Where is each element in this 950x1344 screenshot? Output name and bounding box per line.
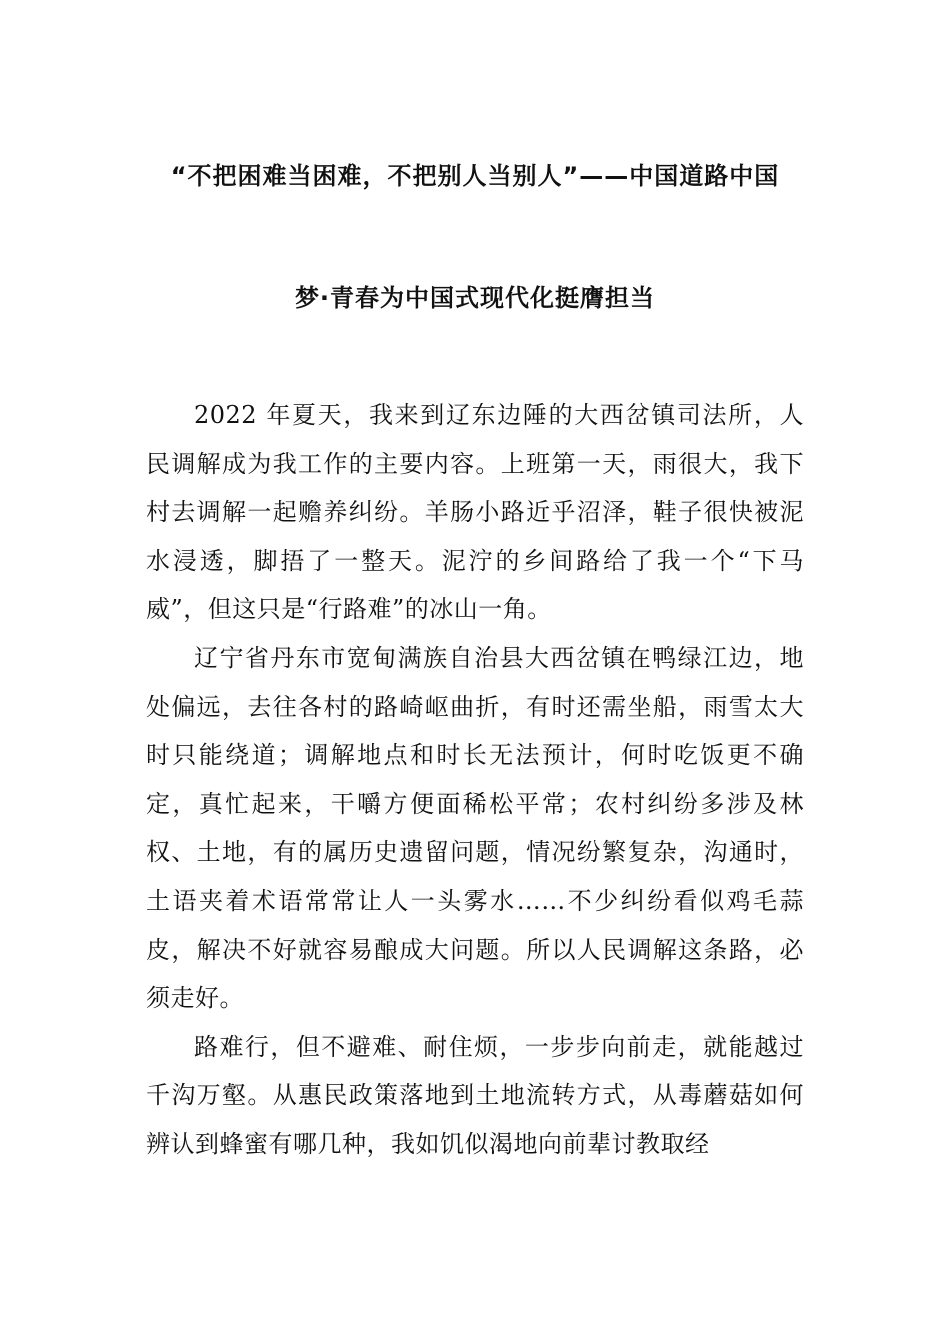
document-title-line-2: 梦·青春为中国式现代化挺膺担当 bbox=[294, 284, 656, 312]
paragraph-2: 辽宁省丹东市宽甸满族自治县大西岔镇在鸭绿江边，地处偏远，去往各村的路崎岖曲折，有时还需坐船，雨雪太大时只能绕道；调解地点和时长无法预计，何时吃饭更不确定，真忙起来，干嚼方便面稀松平常；农村纠纷多涉及林权、土地，有的属历史遗留问题，情况纷繁复杂，沟通时，土语夹着术语常常让人一头雾水……不少纠纷看似鸡毛蒜皮，解决不好就容易酿成大问题。所以人民调解这条路，必须走好。 bbox=[146, 643, 804, 1013]
paragraph-1: 2022 年夏天，我来到辽东边陲的大西岔镇司法所，人民调解成为我工作的主要内容。上班第一天，雨很大，我下村去调解一起赡养纠纷。羊肠小路近乎沼泽，鞋子很快被泥水浸透，脚捂了一整天。泥泞的乡间路给了我一个“下马威”，但这只是“行路难”的冰山一角。 bbox=[146, 401, 804, 624]
paragraph-3: 路难行，但不避难、耐住烦，一步步向前走，就能越过千沟万壑。从惠民政策落地到土地流转方式，从毒蘑菇如何辨认到蜂蜜有哪几种，我如饥似渴地向前辈讨教取经 bbox=[146, 1032, 804, 1158]
document-title-line-1: “不把困难当困难，不把别人当别人”——中国道路中国 bbox=[170, 162, 780, 190]
document-body bbox=[146, 391, 804, 1169]
